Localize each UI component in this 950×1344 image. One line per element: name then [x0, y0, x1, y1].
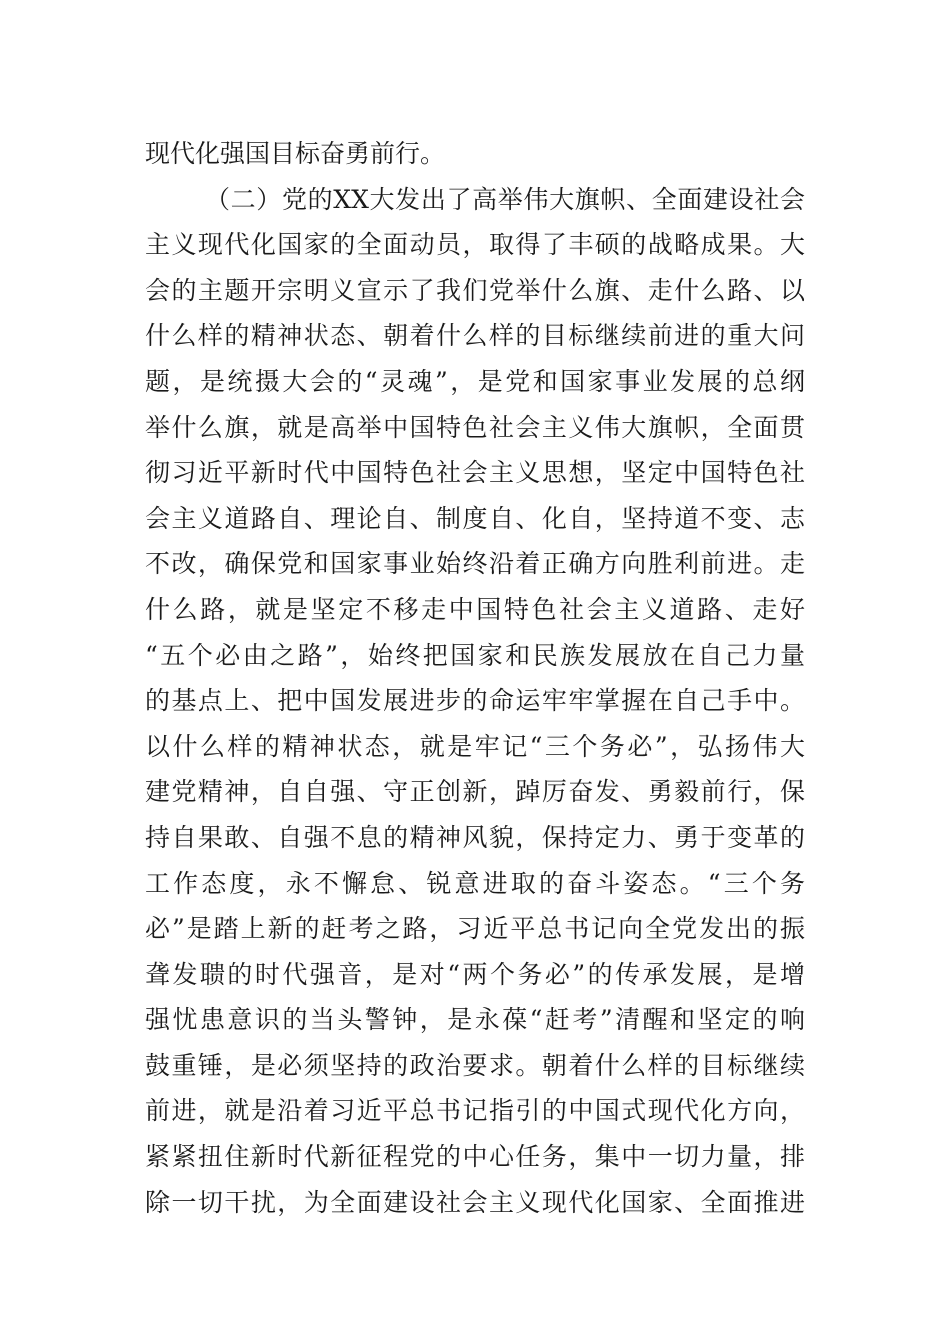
text-line: 必”是踏上新的赶考之路，习近平总书记向全党发出的振 — [145, 914, 805, 944]
text-line: 主义现代化国家的全面动员，取得了丰硕的战略成果。大 — [145, 230, 805, 260]
text-line: 会主义道路自、理论自、制度自、化自，坚持道不变、志 — [145, 503, 805, 533]
paragraph-first-line: （二）党的XX大发出了高举伟大旗帜、全面建设社会 — [205, 184, 805, 214]
text-line: 什么样的精神状态、朝着什么样的目标继续前进的重大问 — [145, 321, 805, 351]
text-line: 的基点上、把中国发展进步的命运牢牢掌握在自己手中。 — [145, 686, 805, 716]
text-line: 建党精神，自自强、守正创新，踔厉奋发、勇毅前行，保 — [145, 777, 805, 807]
text-line: 不改，确保党和国家事业始终沿着正确方向胜利前进。走 — [145, 549, 805, 579]
text-line: 举什么旗，就是高举中国特色社会主义伟大旗帜，全面贯 — [145, 412, 805, 442]
text-line: 现代化强国目标奋勇前行。 — [145, 139, 446, 168]
text-line: “五个必由之路”，始终把国家和民族发展放在自己力量 — [145, 640, 805, 670]
text-line: 聋发聩的时代强音，是对“两个务必”的传承发展，是增 — [145, 959, 805, 989]
text-line: 鼓重锤，是必须坚持的政治要求。朝着什么样的目标继续 — [145, 1050, 805, 1080]
text-line: 强忧患意识的当头警钟，是永葆“赶考”清醒和坚定的响 — [145, 1005, 805, 1035]
text-line: 彻习近平新时代中国特色社会主义思想，坚定中国特色社 — [145, 458, 805, 488]
text-line: 紧紧扭住新时代新征程党的中心任务，集中一切力量，排 — [145, 1142, 805, 1172]
text-line: 题，是统摄大会的“灵魂”，是党和国家事业发展的总纲 — [145, 366, 805, 396]
body-text — [145, 131, 805, 1225]
text-line: 持自果敢、自强不息的精神风貌，保持定力、勇于变革的 — [145, 822, 805, 852]
text-line: 什么路，就是坚定不移走中国特色社会主义道路、走好 — [145, 594, 805, 624]
text-line: 会的主题开宗明义宣示了我们党举什么旗、走什么路、以 — [145, 275, 805, 305]
text-line: 除一切干扰，为全面建设社会主义现代化国家、全面推进 — [145, 1187, 805, 1217]
text-line: 工作态度，永不懈怠、锐意进取的奋斗姿态。“三个务 — [145, 868, 805, 898]
text-line: 前进，就是沿着习近平总书记指引的中国式现代化方向， — [145, 1096, 805, 1126]
text-line: 以什么样的精神状态，就是牢记“三个务必”，弘扬伟大 — [145, 731, 805, 761]
